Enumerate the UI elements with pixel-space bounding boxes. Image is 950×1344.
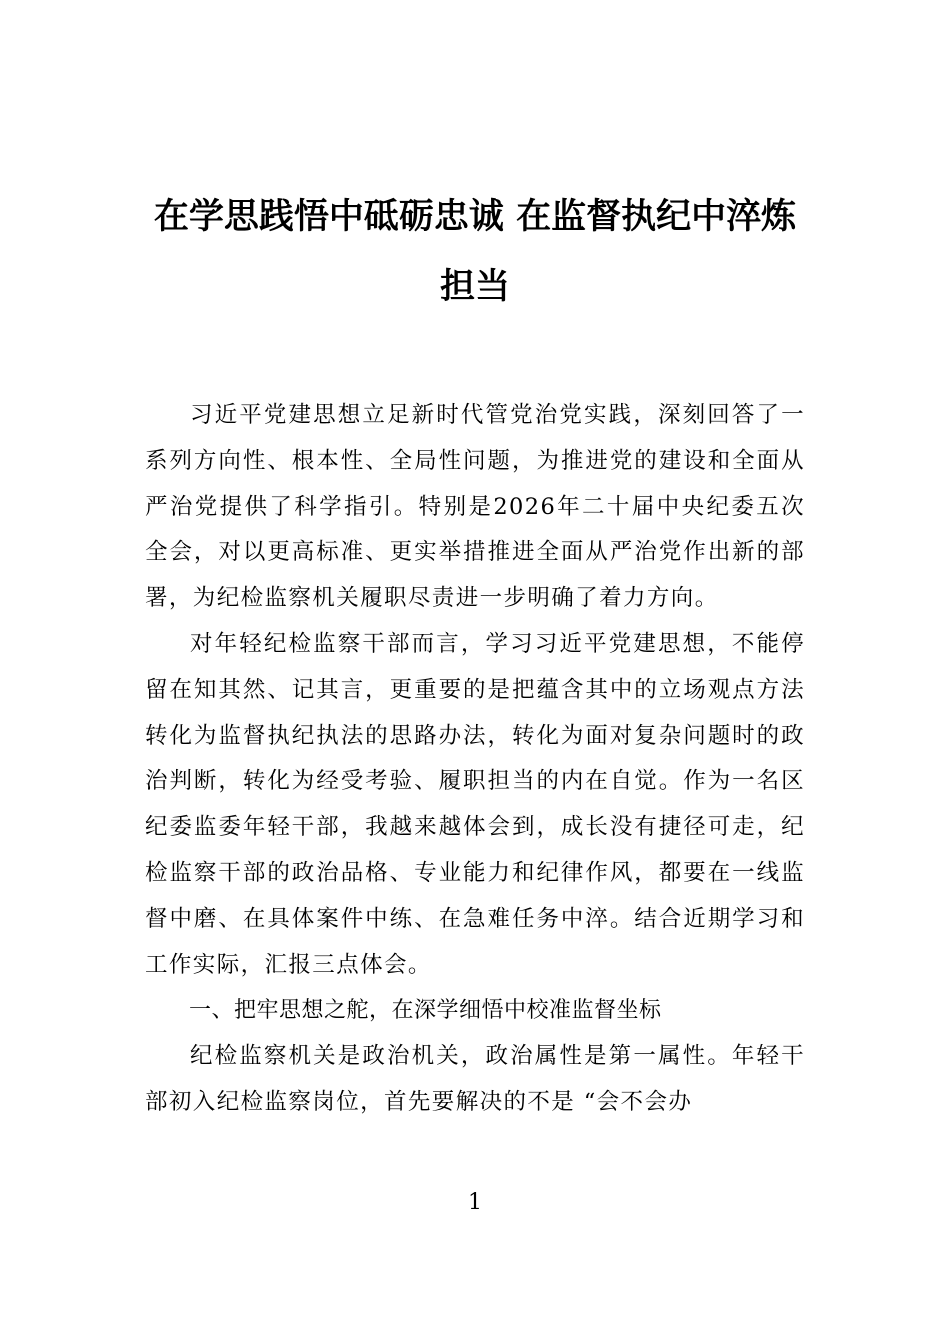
title-line-1: 在学思践悟中砥砺忠诚 在监督执纪中淬炼 <box>153 196 797 237</box>
body-paragraph-2: 对年轻纪检监察干部而言，学习习近平党建思想，不能停留在知其然、记其言，更重要的是把蕴含其中的立场观点方法转化为监督执纪执法的思路办法，转化为面对复杂问题时的政治判断，转化为经受考验、履职担当的内在自觉。作为一名区纪委监委年轻干部，我越来越体会到，成长没有捷径可走，纪检监察干部的政治品格、专业能力和纪律作风，都要在一线监督中磨、在具体案件中练、在急难任务中淬。结合近期学习和工作实际，汇报三点体会。 <box>145 630 805 978</box>
body-paragraph-3: 纪检监察机关是政治机关，政治属性是第一属性。年轻干部初入纪检监察岗位，首先要解决的不是 “会不会办 <box>145 1043 805 1115</box>
section-heading: 一、把牢思想之舵，在深学细悟中校准监督坐标 <box>189 998 662 1024</box>
document-title <box>140 182 810 322</box>
document-body <box>145 393 805 1126</box>
title-line-2: 担当 <box>439 266 510 307</box>
page-number: 1 <box>468 1190 482 1215</box>
body-paragraph-1: 习近平党建思想立足新时代管党治党实践，深刻回答了一系列方向性、根本性、全局性问题，为推进党的建设和全面从严治党提供了科学指引。特别是2026年二十届中央纪委五次全会，对以更高标准、更实举措推进全面从严治党作出新的部署，为纪检监察机关履职尽责进一步明确了着力方向。 <box>145 402 805 612</box>
